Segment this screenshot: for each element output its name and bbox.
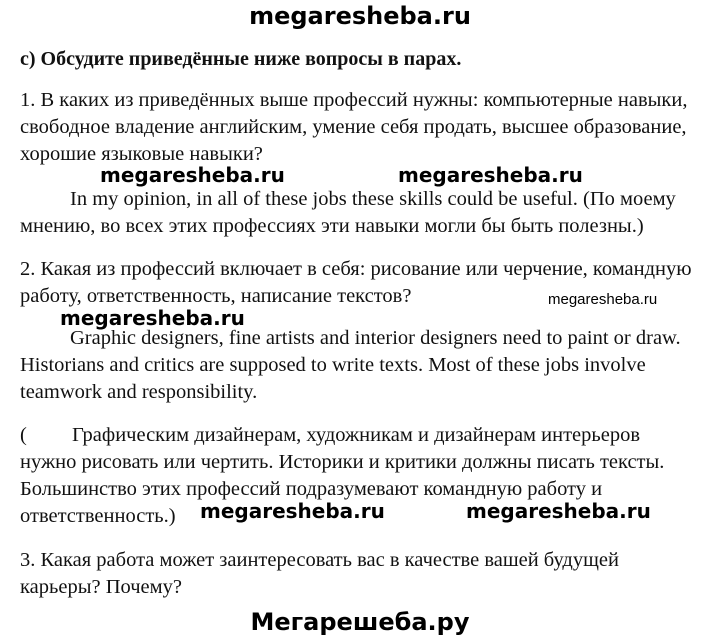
q1-line-3: хорошие языковые навыки? <box>20 143 263 165</box>
watermark-q2-trans-left: megaresheba.ru <box>200 499 385 523</box>
footer-brand: Мегарешеба.ру <box>250 608 470 636</box>
watermark-q2-trans-right: megaresheba.ru <box>466 499 651 523</box>
watermark-q1-right: megaresheba.ru <box>398 163 583 187</box>
watermark-q2-small: megaresheba.ru <box>548 291 658 308</box>
q2-translation-line-1: Графическим дизайнерам, художникам и дизайнерам интерьеров <box>72 424 641 446</box>
watermark-q1-left: megaresheba.ru <box>100 163 285 187</box>
q2-answer-line-1: Graphic designers, fine artists and interior designers need to paint or draw. <box>70 327 681 349</box>
q2-line-2: работу, ответственность, написание текстов? <box>20 285 412 307</box>
q3-line-2: карьеры? Почему? <box>20 576 182 598</box>
q1-answer-line-2: мнению, во всех этих профессиях эти навыки могли бы быть полезны.) <box>20 215 644 237</box>
q1-line-2: свободное владение английским, умение себя продать, высшее образование, <box>20 116 687 138</box>
watermark-top: megaresheba.ru <box>249 2 471 30</box>
section-heading: c) Обсудите приведённые ниже вопросы в парах. <box>20 48 462 70</box>
q1-line-1: 1. В каких из приведённых выше профессий нужны: компьютерные навыки, <box>20 89 688 111</box>
q2-translation-line-2: нужно рисовать или чертить. Историки и критики должны писать тексты. <box>20 451 665 473</box>
q2-line-1: 2. Какая из профессий включает в себя: рисование или черчение, командную <box>20 258 692 280</box>
q2-answer-line-3: teamwork and responsibility. <box>20 381 258 403</box>
q2-answer-line-2: Historians and critics are supposed to write texts. Most of these jobs involve <box>20 354 646 376</box>
q3-line-1: 3. Какая работа может заинтересовать вас в качестве вашей будущей <box>20 549 619 571</box>
watermark-q2-left: megaresheba.ru <box>60 306 245 330</box>
q1-answer-line-1: In my opinion, in all of these jobs these skills could be useful. (По моему <box>70 188 676 210</box>
q2-translation-line-4: ответственность.) <box>20 505 176 527</box>
q2-translation-open-paren: ( <box>20 424 27 446</box>
q2-translation-line-3: Большинство этих профессий подразумевают командную работу и <box>20 478 603 500</box>
